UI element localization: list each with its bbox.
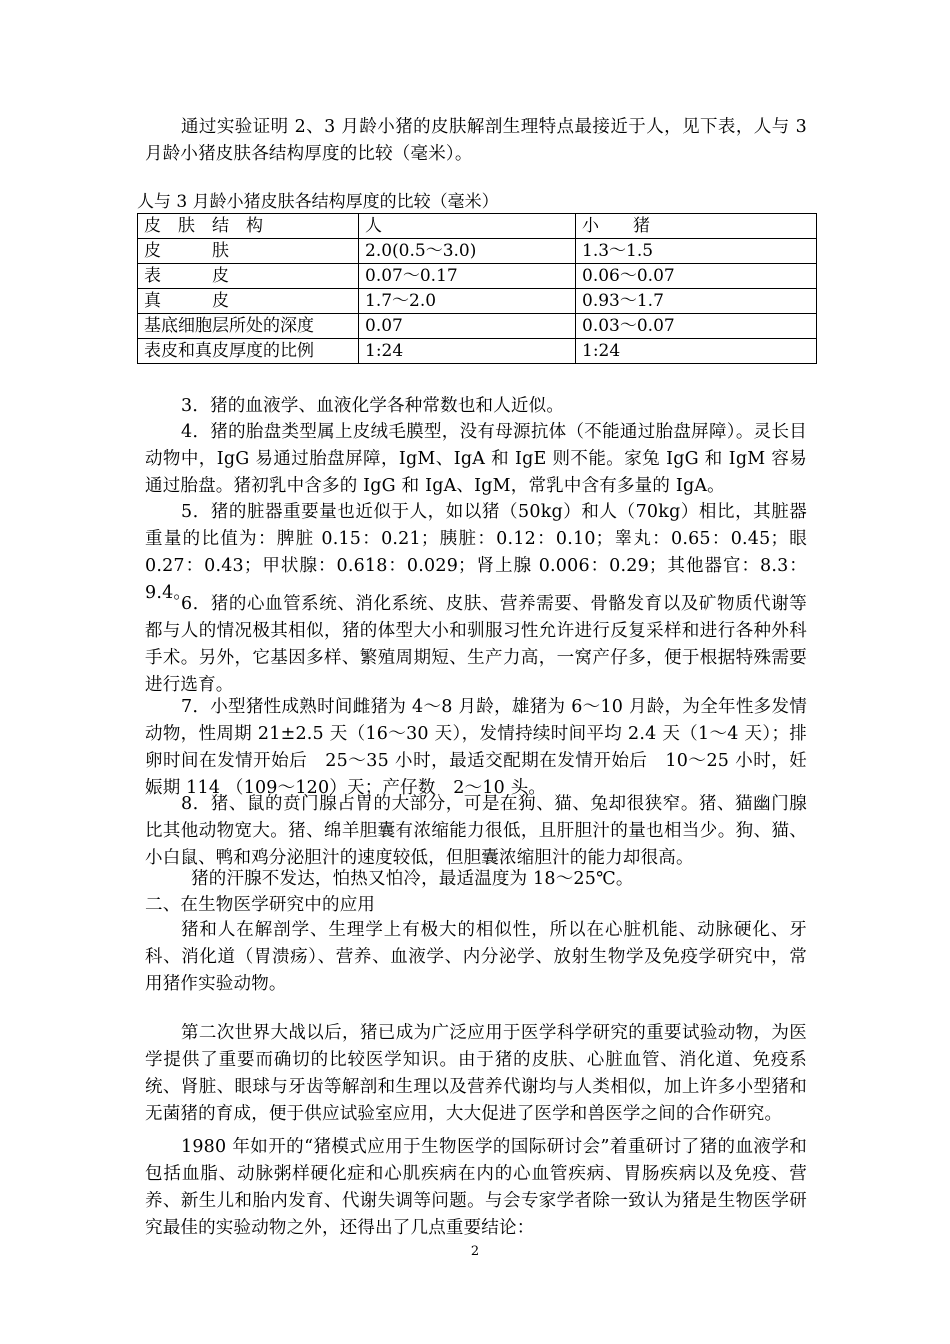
table-cell: 基底细胞层所处的深度 bbox=[138, 314, 359, 339]
paragraph-5: 5．猪的脏器重要量也近似于人，如以猪（50kg）和人（70kg）相比，其脏器重量的比值为：脾脏 0.15：0.21；胰脏：0.12：0.10；睾丸：0.65：0.45；眼 0.27：0.43；甲状腺：0.618：0.029；肾上腺 0.006：0.29；其他器官：8.3：9.4。 bbox=[145, 502, 807, 603]
section-paragraph-1: 猪和人在解剖学、生理学上有极大的相似性，所以在心脏机能、动脉硬化、牙科、消化道（胃溃疡）、营养、血液学、内分泌学、放射生物学及免疫学研究中，常用猪作实验动物。 bbox=[145, 920, 807, 994]
table-row bbox=[138, 314, 817, 339]
table-cell: 皮 肤 bbox=[138, 239, 359, 264]
table-cell: 2.0(0.5～3.0) bbox=[359, 239, 576, 264]
table-cell: 0.07 bbox=[359, 314, 576, 339]
table-cell: 0.06～0.07 bbox=[576, 264, 817, 289]
table-row bbox=[138, 339, 817, 364]
paragraph-sweat-glands: 猪的汗腺不发达，怕热又怕冷，最适温度为 18～25℃。 bbox=[191, 869, 634, 889]
paragraph-8: 8．猪、鼠的贲门腺占胃的大部分，可是在狗、猫、兔却很狭窄。猪、猫幽门腺比其他动物宽大。猪、绵羊胆囊有浓缩能力很低，且肝胆汁的量也相当少。狗、猫、小白鼠、鸭和鸡分泌胆汁的速度较低，但胆囊浓缩胆汁的能力却很高。 bbox=[145, 794, 807, 868]
paragraph-4: 4．猪的胎盘类型属上皮绒毛膜型，没有母源抗体（不能通过胎盘屏障）。灵长目动物中，IgG 易通过胎盘屏障，IgM、IgA 和 IgE 则不能。家兔 IgG 和 IgM 容易通过胎盘。猪初乳中含多的 IgG 和 IgA、IgM，常乳中含有多量的 IgA。 bbox=[145, 422, 807, 496]
table-cell: 1.7～2.0 bbox=[359, 289, 576, 314]
table-cell: 表皮和真皮厚度的比例 bbox=[138, 339, 359, 364]
table-cell: 0.07～0.17 bbox=[359, 264, 576, 289]
paragraph-6: 6．猪的心血管系统、消化系统、皮肤、营养需要、骨骼发育以及矿物质代谢等都与人的情况极其相似，猪的体型大小和驯服习性允许进行反复采样和进行各种外科手术。另外，它基因多样、繁殖周期短、生产力高，一窝产仔多，便于根据特殊需要进行选育。 bbox=[145, 594, 807, 695]
table-cell: 1.3～1.5 bbox=[576, 239, 817, 264]
table-cell: 1:24 bbox=[359, 339, 576, 364]
table-header-cell: 人 bbox=[359, 214, 576, 239]
table-row bbox=[138, 239, 817, 264]
paragraph-7: 7．小型猪性成熟时间雌猪为 4～8 月龄，雄猪为 6～10 月龄，为全年性多发情动物，性周期 21±2.5 天（16～30 天），发情持续时间平均 2.4 天（1～4 天）；排卵时间在发情开始后 25～35 小时，最适交配期在发情开始后 10～25 小时，妊娠期 114 （109～120）天；产仔数 2～10 头。 bbox=[145, 697, 807, 798]
intro-paragraph: 通过实验证明 2、3 月龄小猪的皮肤解剖生理特点最接近于人，见下表，人与 3 月龄小猪皮肤各结构厚度的比较（毫米）。 bbox=[145, 117, 807, 164]
section-paragraph-2: 第二次世界大战以后，猪已成为广泛应用于医学科学研究的重要试验动物，为医学提供了重要而确切的比较医学知识。由于猪的皮肤、心脏血管、消化道、免疫系统、肾脏、眼球与牙齿等解剖和生理以及营养代谢均与人类相似，加上许多小型猪和无菌猪的育成，便于供应试验室应用，大大促进了医学和兽医学之间的合作研究。 bbox=[145, 1023, 807, 1124]
page-number: 2 bbox=[470, 1244, 480, 1259]
table-cell: 0.93～1.7 bbox=[576, 289, 817, 314]
paragraph-3: 3．猪的血液学、血液化学各种常数也和人近似。 bbox=[181, 396, 565, 416]
table-header-row bbox=[138, 214, 817, 239]
table-header-cell: 小 猪 bbox=[576, 214, 817, 239]
skin-thickness-table bbox=[137, 213, 817, 364]
section-heading: 二、在生物医学研究中的应用 bbox=[145, 895, 376, 915]
table-cell: 真 皮 bbox=[138, 289, 359, 314]
section-paragraph-3: 1980 年如开的“猪模式应用于生物医学的国际研讨会”着重研讨了猪的血液学和包括血脂、动脉粥样硬化症和心肌疾病在内的心血管疾病、胃肠疾病以及免疫、营养、新生儿和胎内发育、代谢失调等问题。与会专家学者除一致认为猪是生物医学研究最佳的实验动物之外，还得出了几点重要结论： bbox=[145, 1137, 807, 1238]
table-row bbox=[138, 289, 817, 314]
table-caption: 人与 3 月龄小猪皮肤各结构厚度的比较（毫米） bbox=[137, 192, 499, 212]
table-cell: 1:24 bbox=[576, 339, 817, 364]
table-cell: 表 皮 bbox=[138, 264, 359, 289]
table-row bbox=[138, 264, 817, 289]
table-header-cell: 皮 肤 结 构 bbox=[138, 214, 359, 239]
table-cell: 0.03～0.07 bbox=[576, 314, 817, 339]
